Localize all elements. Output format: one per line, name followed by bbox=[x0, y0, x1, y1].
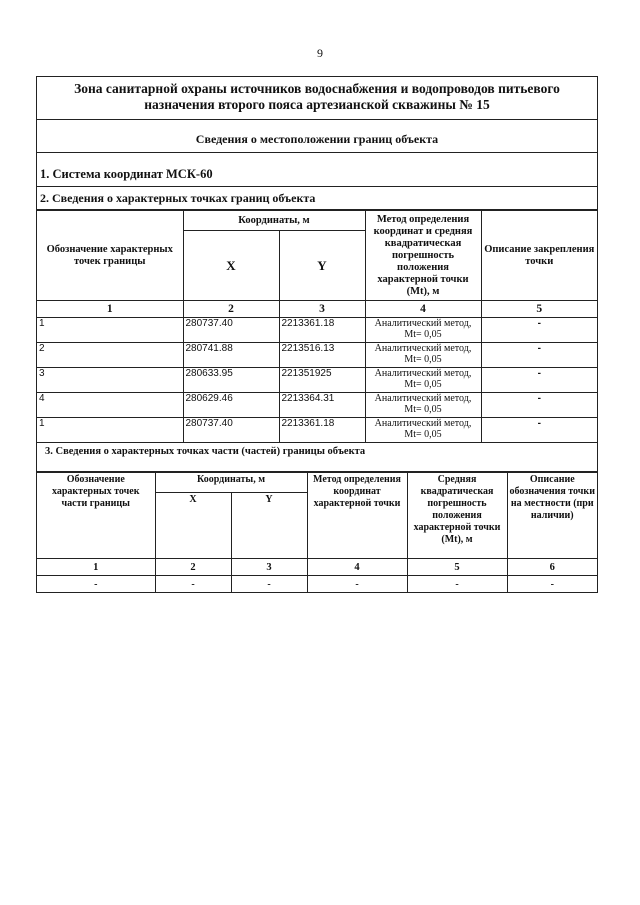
section-boundary-points: 2. Сведения о характерных точках границ объекта bbox=[37, 187, 597, 210]
point-id: 1 bbox=[37, 318, 183, 343]
coord-y: 2213361.18 bbox=[279, 418, 365, 443]
column-number: 6 bbox=[507, 559, 597, 576]
document-frame bbox=[36, 76, 598, 593]
coord-y: 2213361.18 bbox=[279, 318, 365, 343]
column-number: 5 bbox=[481, 301, 597, 318]
column-number: 3 bbox=[279, 301, 365, 318]
method-accuracy: Mt= 0,05 bbox=[404, 429, 442, 440]
coord-x: 280633.95 bbox=[183, 368, 279, 393]
point-id: 1 bbox=[37, 418, 183, 443]
header-method: Метод определения координат и средняя квадратическая погрешность положения характерной точки (Mt), м bbox=[365, 211, 481, 301]
coord-y: 221351925 bbox=[279, 368, 365, 393]
point-id: 4 bbox=[37, 393, 183, 418]
method-cell bbox=[365, 318, 481, 343]
column-numbers-row bbox=[37, 559, 597, 576]
column-number: 1 bbox=[37, 559, 155, 576]
table-row bbox=[37, 576, 597, 593]
method-accuracy: Mt= 0,05 bbox=[404, 354, 442, 365]
column-number: 3 bbox=[231, 559, 307, 576]
method-cell bbox=[365, 343, 481, 368]
header-point: Обозначение характерных точек части границы bbox=[37, 473, 155, 559]
method-text: Аналитический метод, bbox=[374, 393, 472, 404]
table-row bbox=[37, 343, 597, 368]
coord-x: 280737.40 bbox=[183, 318, 279, 343]
page-number: 9 bbox=[317, 46, 323, 60]
header-y: Y bbox=[231, 493, 307, 559]
header-description: Описание закрепления точки bbox=[481, 211, 597, 301]
column-number: 5 bbox=[407, 559, 507, 576]
method-cell bbox=[365, 418, 481, 443]
column-number: 1 bbox=[37, 301, 183, 318]
document-subtitle: Сведения о местоположении границ объекта bbox=[37, 120, 597, 153]
method-accuracy: Mt= 0,05 bbox=[404, 379, 442, 390]
section-coordinate-system: 1. Система координат МСК-60 bbox=[37, 153, 597, 187]
point-description: - bbox=[481, 418, 597, 443]
column-number: 4 bbox=[365, 301, 481, 318]
coord-y: 2213516.13 bbox=[279, 343, 365, 368]
point-description: - bbox=[481, 343, 597, 368]
coord-x: 280737.40 bbox=[183, 418, 279, 443]
method-text: Аналитический метод, bbox=[374, 343, 472, 354]
boundary-points-table bbox=[37, 210, 597, 442]
header-method: Метод определения координат характерной точки bbox=[307, 473, 407, 559]
empty-cell: - bbox=[37, 576, 155, 593]
partial-boundary-points-table bbox=[37, 472, 597, 592]
column-number: 2 bbox=[183, 301, 279, 318]
point-id: 3 bbox=[37, 368, 183, 393]
header-point: Обозначение характерных точек границы bbox=[37, 211, 183, 301]
method-accuracy: Mt= 0,05 bbox=[404, 329, 442, 340]
method-accuracy: Mt= 0,05 bbox=[404, 404, 442, 415]
table-row bbox=[37, 418, 597, 443]
empty-cell: - bbox=[231, 576, 307, 593]
empty-cell: - bbox=[507, 576, 597, 593]
table-row bbox=[37, 368, 597, 393]
header-x: X bbox=[183, 231, 279, 301]
section-partial-boundary-points: 3. Сведения о характерных точках части (частей) границы объекта bbox=[37, 442, 597, 472]
point-description: - bbox=[481, 393, 597, 418]
empty-cell: - bbox=[307, 576, 407, 593]
empty-cell: - bbox=[155, 576, 231, 593]
column-numbers-row bbox=[37, 301, 597, 318]
method-text: Аналитический метод, bbox=[374, 318, 472, 329]
method-cell bbox=[365, 368, 481, 393]
method-cell bbox=[365, 393, 481, 418]
header-description: Описание обозначения точки на местности (при наличии) bbox=[507, 473, 597, 559]
header-x: X bbox=[155, 493, 231, 559]
method-text: Аналитический метод, bbox=[374, 368, 472, 379]
header-coordinates: Координаты, м bbox=[155, 473, 307, 493]
header-coordinates: Координаты, м bbox=[183, 211, 365, 231]
coord-x: 280741.88 bbox=[183, 343, 279, 368]
coord-y: 2213364.31 bbox=[279, 393, 365, 418]
point-id: 2 bbox=[37, 343, 183, 368]
table-row bbox=[37, 393, 597, 418]
point-description: - bbox=[481, 318, 597, 343]
header-error: Средняя квадратическая погрешность положения характерной точки (Mt), м bbox=[407, 473, 507, 559]
header-y: Y bbox=[279, 231, 365, 301]
coord-x: 280629.46 bbox=[183, 393, 279, 418]
point-description: - bbox=[481, 368, 597, 393]
column-number: 2 bbox=[155, 559, 231, 576]
method-text: Аналитический метод, bbox=[374, 418, 472, 429]
table-row bbox=[37, 318, 597, 343]
empty-cell: - bbox=[407, 576, 507, 593]
document-title: Зона санитарной охраны источников водоснабжения и водопроводов питьевого назначения второго пояса артезианской скважины № 15 bbox=[37, 77, 597, 120]
column-number: 4 bbox=[307, 559, 407, 576]
